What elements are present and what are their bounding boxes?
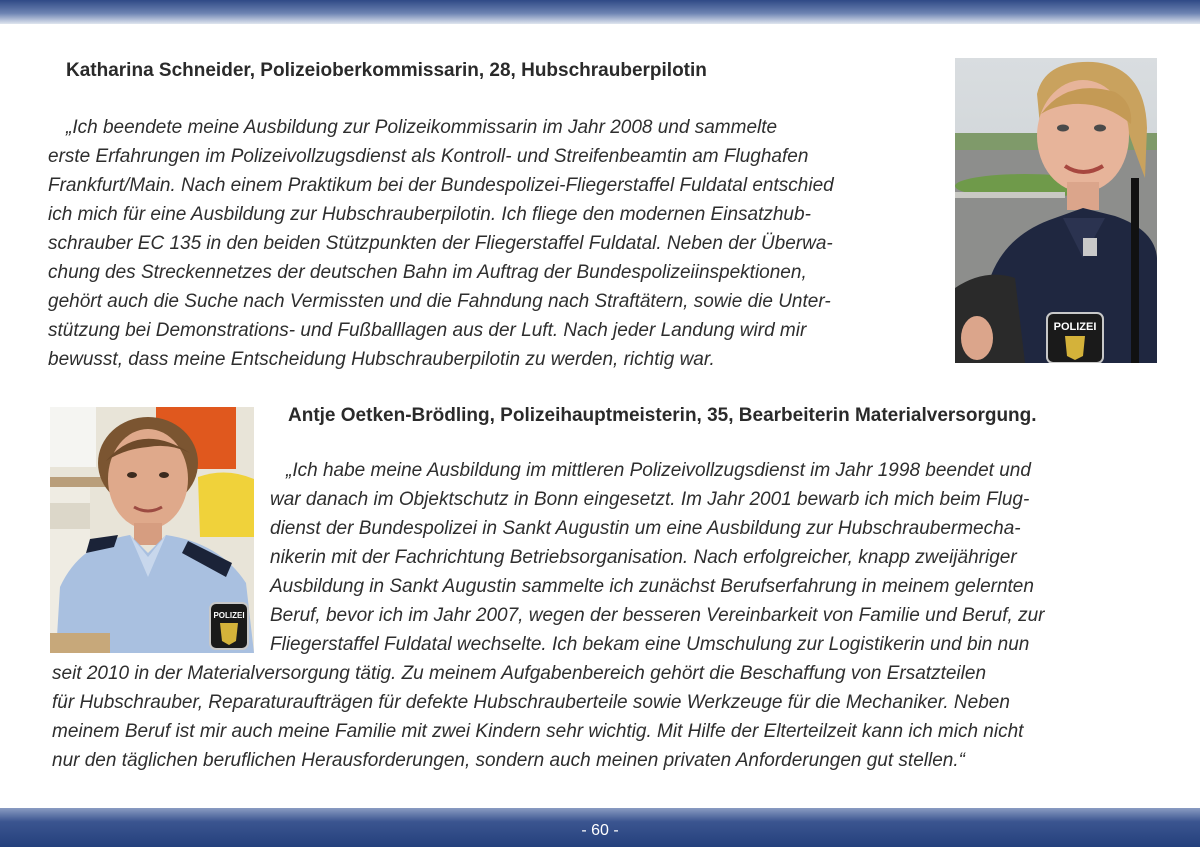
quote-line: stützung bei Demonstrations- und Fußballlagen aus der Luft. Nach jeder Landung wird mir [48,320,807,341]
badge-text: POLIZEI [1053,321,1097,333]
photo-katharina-schneider [955,58,1157,363]
quote-line: „Ich beendete meine Ausbildung zur Polizeikommissarin im Jahr 2008 und sammelte [66,117,778,138]
quote-line: „Ich habe meine Ausbildung im mittleren Polizeivollzugsdienst im Jahr 1998 beendet und [286,460,1031,481]
quote-line: Beruf, bevor ich im Jahr 2007, wegen der besseren Vereinbarkeit von Familie und Beruf, zur [270,605,1045,626]
page-number: - 60 - [581,822,619,839]
quote-line: für Hubschrauber, Reparaturaufträgen für defekte Hubschrauberteile sowie Werkzeuge für die Mechaniker. Neben [52,692,1010,713]
quote-line: nikerin mit der Fachrichtung Betriebsorganisation. Nach erfolgreicher, knapp zweijähriger [270,547,1017,568]
quote-line: meinem Beruf ist mir auch meine Familie mit zwei Kindern sehr wichtig. Mit Hilfe der Elterteilzeit kann ich mich nicht [52,721,1024,742]
quote-line: dienst der Bundespolizei in Sankt Augustin um eine Ausbildung zur Hubschraubermecha- [270,518,1021,539]
quote-line: Ausbildung in Sankt Augustin sammelte ich zunächst Berufserfahrung in meinem gelernten [270,576,1034,597]
quote-line: Fliegerstaffel Fuldatal wechselte. Ich bekam eine Umschulung zur Logistikerin und bin nun [270,634,1030,655]
badge-text: POLIZEI [213,611,245,620]
quote-line: erste Erfahrungen im Polizeivollzugsdienst als Kontroll- und Streifenbeamtin am Flughafen [48,146,809,167]
quote-line: seit 2010 in der Materialversorgung tätig. Zu meinem Aufgabenbereich gehört die Beschaffung von Ersatzteilen [52,663,987,684]
quote-line: Frankfurt/Main. Nach einem Praktikum bei der Bundespolizei-Fliegerstaffel Fuldatal entschied [48,175,834,196]
quote-line: war danach im Objektschutz in Bonn eingesetzt. Im Jahr 2001 bewarb ich mich beim Flug- [270,489,1030,510]
photo-antje-oetken-broedling [50,407,254,653]
portrait-officer-illustration [50,407,254,653]
profile-heading-katharina-schneider: Katharina Schneider, Polizeioberkommissarin, 28, Hubschrauberpilotin [66,60,707,81]
quote-line: schrauber EC 135 in den beiden Stützpunkten der Fliegerstaffel Fuldatal. Neben der Überwa- [48,233,833,254]
portrait-pilot-illustration [955,58,1157,363]
quote-line: chung des Streckennetzes der deutschen Bahn im Auftrag der Bundespolizeiinspektionen, [48,262,807,283]
quote-line: bewusst, dass meine Entscheidung Hubschrauberpilotin zu werden, richtig war. [48,349,715,370]
profile-heading-antje-oetken-broedling: Antje Oetken-Brödling, Polizeihauptmeisterin, 35, Bearbeiterin Materialversorgung. [288,405,1037,426]
quote-line: nur den täglichen beruflichen Herausforderungen, sondern auch meinen privaten Anforderungen gut stellen.“ [52,750,965,771]
top-decorative-band [0,0,1200,24]
quote-line: gehört auch die Suche nach Vermissten und die Fahndung nach Straftätern, sowie die Unter- [48,291,831,312]
quote-line: ich mich für eine Ausbildung zur Hubschrauberpilotin. Ich fliege den modernen Einsatzhub- [48,204,811,225]
